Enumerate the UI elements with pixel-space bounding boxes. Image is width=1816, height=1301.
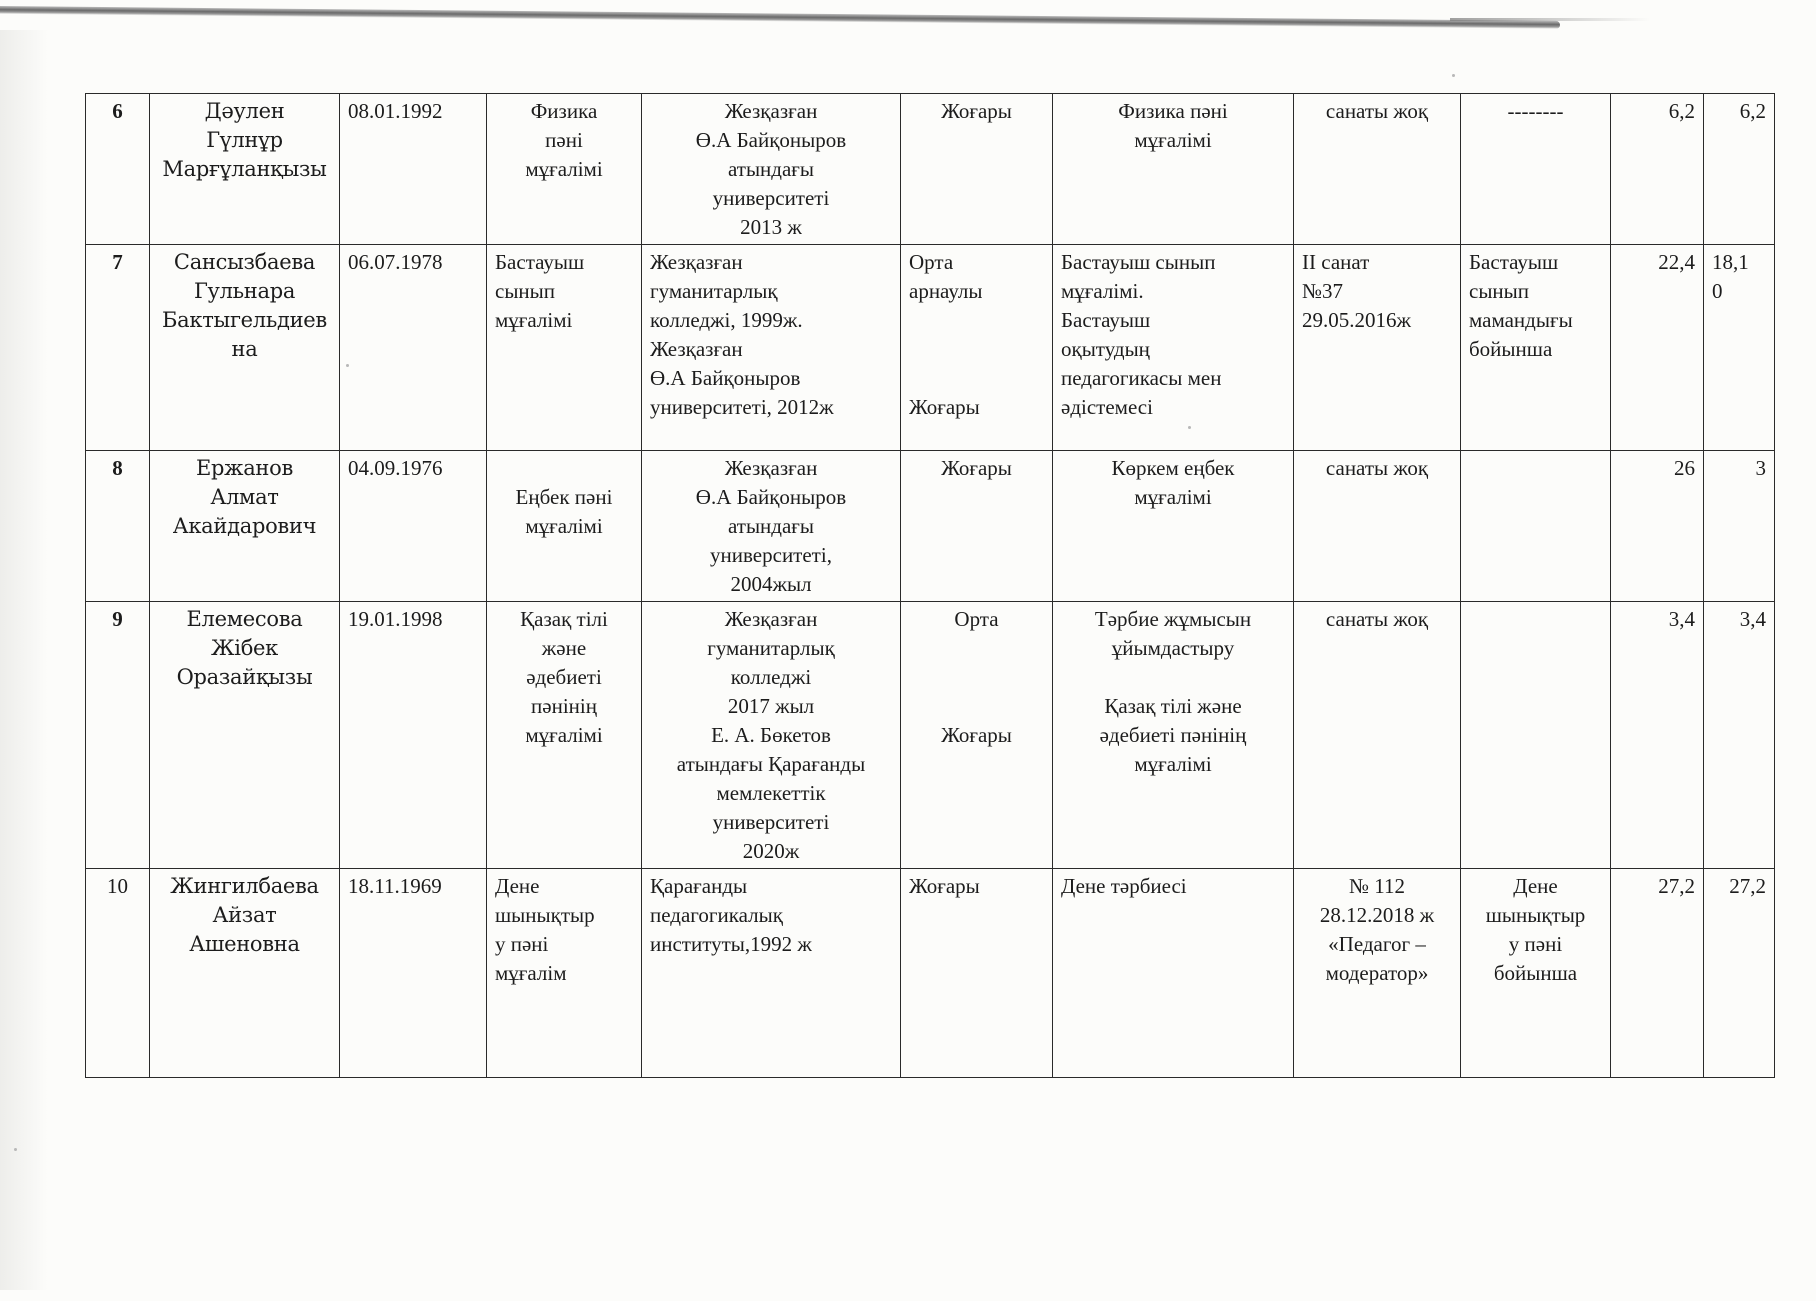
teacher-name: Елемесова Жібек Оразайқызы — [150, 602, 340, 869]
education-institution: Қарағанды педагогикалық институты,1992 ж — [642, 869, 901, 1078]
staff-table — [85, 93, 1775, 1078]
category-note — [1461, 451, 1611, 602]
experience-pedagogical: 3,4 — [1704, 602, 1775, 869]
scan-edge-shadow — [0, 6, 1560, 29]
qualification-category: санаты жоқ — [1294, 451, 1461, 602]
row-number: 8 — [86, 451, 150, 602]
education-level: Жоғары — [901, 869, 1053, 1078]
education-institution: Жезқазған гуманитарлық колледжі, 1999ж. Жезқазған Ө.А Байқоныров университеті, 2012ж — [642, 245, 901, 451]
row-number: 9 — [86, 602, 150, 869]
table-row — [86, 451, 1775, 602]
position: Дене шынықтыр у пәні мұғалім — [487, 869, 642, 1078]
teacher-name: Дәулен Гүлнұр Марғұланқызы — [150, 94, 340, 245]
education-level: Жоғары — [901, 94, 1053, 245]
table-row — [86, 94, 1775, 245]
scan-speck — [1452, 74, 1455, 77]
category-note: Бастауыш сынып мамандығы бойынша — [1461, 245, 1611, 451]
education-level: Орта арнаулы Жоғары — [901, 245, 1053, 451]
education-institution: Жезқазған гуманитарлық колледжі 2017 жыл Е. А. Бөкетов атындағы Қарағанды мемлекеттік университеті 2020ж — [642, 602, 901, 869]
experience-total: 6,2 — [1611, 94, 1704, 245]
scan-speck — [14, 1148, 17, 1151]
row-number: 6 — [86, 94, 150, 245]
birth-date: 08.01.1992 — [340, 94, 487, 245]
specialty: Физика пәні мұғалімі — [1053, 94, 1294, 245]
table-row — [86, 245, 1775, 451]
experience-total: 27,2 — [1611, 869, 1704, 1078]
birth-date: 19.01.1998 — [340, 602, 487, 869]
experience-pedagogical: 27,2 — [1704, 869, 1775, 1078]
teacher-name: Сансызбаева Гульнара Бактыгельдиевна — [150, 245, 340, 451]
scan-edge-fade — [1450, 18, 1650, 21]
qualification-category: II санат №37 29.05.2016ж — [1294, 245, 1461, 451]
experience-total: 3,4 — [1611, 602, 1704, 869]
category-note: -------- — [1461, 94, 1611, 245]
table-row — [86, 869, 1775, 1078]
experience-pedagogical: 6,2 — [1704, 94, 1775, 245]
specialty: Дене тәрбиесі — [1053, 869, 1294, 1078]
birth-date: 18.11.1969 — [340, 869, 487, 1078]
position: Еңбек пәні мұғалімі — [487, 451, 642, 602]
birth-date: 06.07.1978 — [340, 245, 487, 451]
category-note: Дене шынықтыр у пәні бойынша — [1461, 869, 1611, 1078]
experience-total: 22,4 — [1611, 245, 1704, 451]
education-level: Жоғары — [901, 451, 1053, 602]
specialty: Тәрбие жұмысын ұйымдастыру Қазақ тілі және әдебиеті пәнінің мұғалімі — [1053, 602, 1294, 869]
position: Бастауыш сынып мұғалімі — [487, 245, 642, 451]
education-level: Орта Жоғары — [901, 602, 1053, 869]
position: Қазақ тілі және әдебиеті пәнінің мұғалімі — [487, 602, 642, 869]
specialty: Бастауыш сынып мұғалімі. Бастауыш оқытудың педагогикасы мен әдістемесі — [1053, 245, 1294, 451]
qualification-category: № 112 28.12.2018 ж «Педагог – модератор» — [1294, 869, 1461, 1078]
qualification-category: санаты жоқ — [1294, 602, 1461, 869]
experience-pedagogical: 3 — [1704, 451, 1775, 602]
education-institution: Жезқазған Ө.А Байқоныров атындағы университеті 2013 ж — [642, 94, 901, 245]
education-institution: Жезқазған Ө.А Байқоныров атындағы университеті, 2004жыл — [642, 451, 901, 602]
qualification-category: санаты жоқ — [1294, 94, 1461, 245]
row-number: 10 — [86, 869, 150, 1078]
teacher-name: Жингилбаева Айзат Ашеновна — [150, 869, 340, 1078]
specialty: Көркем еңбек мұғалімі — [1053, 451, 1294, 602]
row-number: 7 — [86, 245, 150, 451]
birth-date: 04.09.1976 — [340, 451, 487, 602]
scan-left-shadow — [0, 30, 48, 1290]
category-note — [1461, 602, 1611, 869]
position: Физика пәні мұғалімі — [487, 94, 642, 245]
table-row — [86, 602, 1775, 869]
experience-pedagogical: 18,1 0 — [1704, 245, 1775, 451]
teacher-name: Ержанов Алмат Акайдарович — [150, 451, 340, 602]
experience-total: 26 — [1611, 451, 1704, 602]
